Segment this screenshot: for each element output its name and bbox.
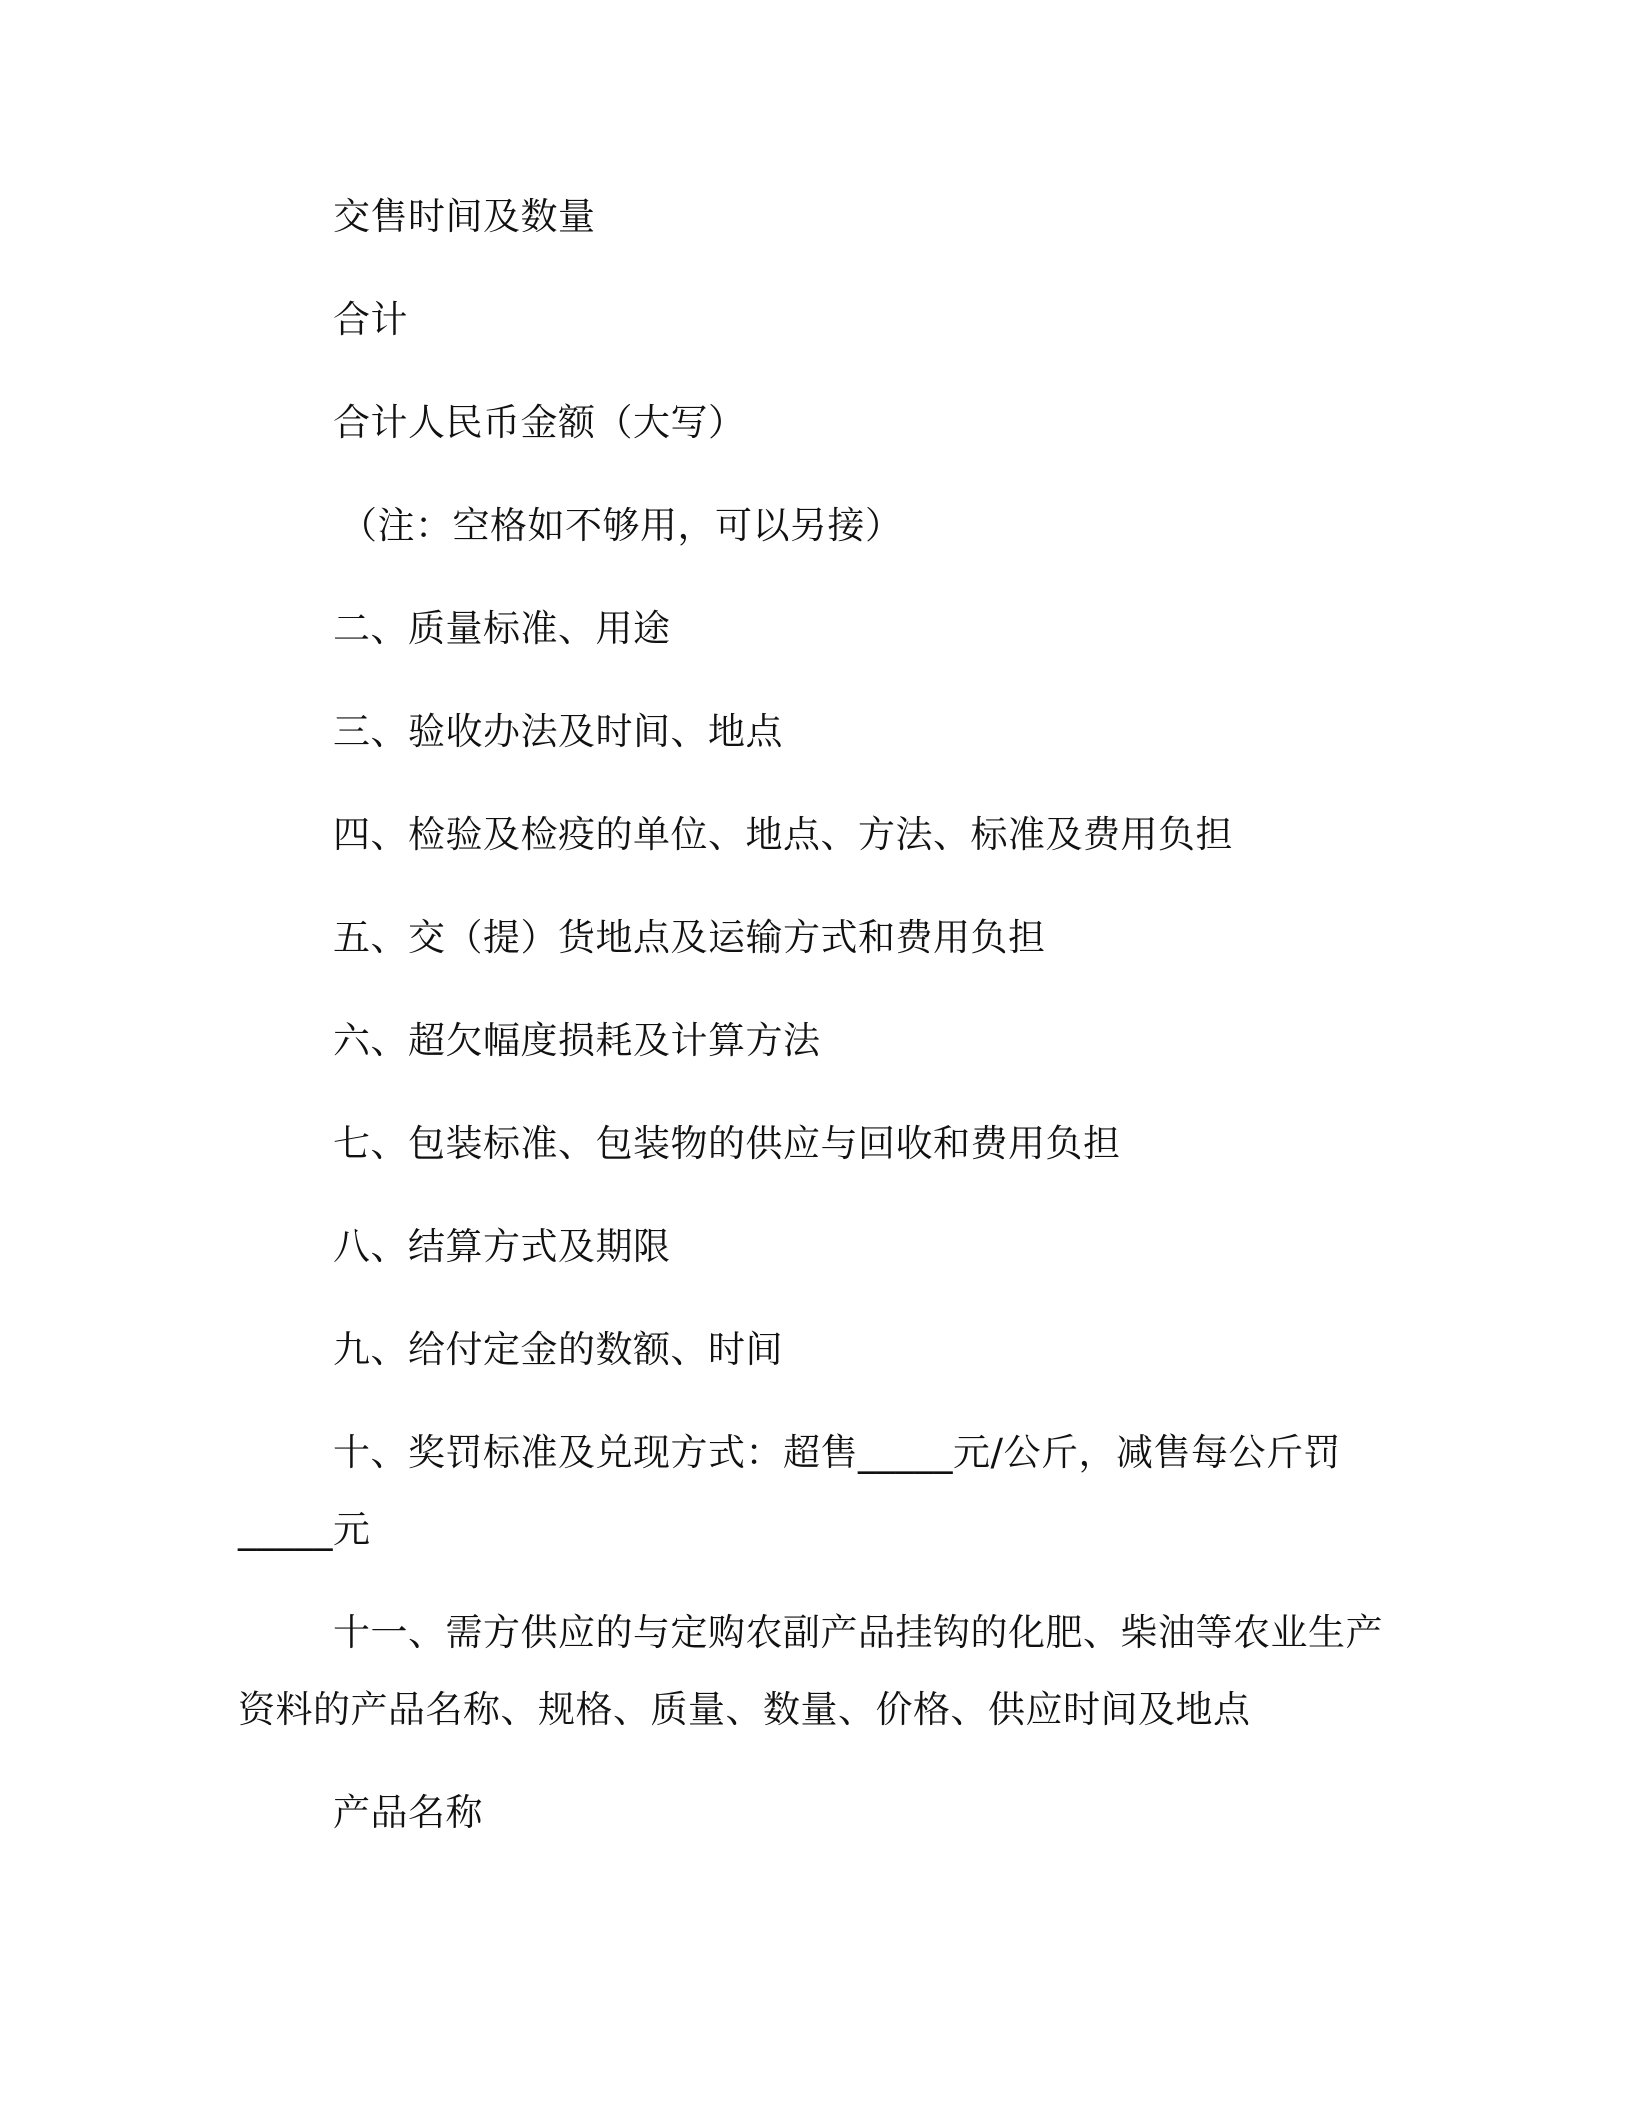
- text-line-section-3: 三、验收办法及时间、地点: [333, 710, 783, 753]
- text-line-sale-time-quantity: 交售时间及数量: [333, 195, 596, 238]
- text-line-section-7: 七、包装标准、包装物的供应与回收和费用负担: [333, 1122, 1121, 1165]
- text-line-section-10: 十、奖罚标准及兑现方式：超售_____元/公斤，减售每公斤罚: [333, 1431, 1341, 1474]
- text-line-section-6: 六、超欠幅度损耗及计算方法: [333, 1019, 821, 1062]
- text-line-section-9: 九、给付定金的数额、时间: [333, 1328, 783, 1371]
- text-line-product-name: 产品名称: [333, 1791, 483, 1834]
- text-line-section-4: 四、检验及检疫的单位、地点、方法、标准及费用负担: [333, 813, 1233, 856]
- text-line-section-11: 十一、需方供应的与定购农副产品挂钩的化肥、柴油等农业生产: [333, 1611, 1383, 1654]
- text-line-total-rmb-amount: 合计人民币金额（大写）: [333, 401, 746, 444]
- text-line-total: 合计: [333, 298, 408, 341]
- text-line-note: （注：空格如不够用，可以另接）: [340, 504, 903, 547]
- text-line-section-10-cont: _____元: [238, 1508, 371, 1551]
- text-line-section-2: 二、质量标准、用途: [333, 607, 671, 650]
- text-line-section-5: 五、交（提）货地点及运输方式和费用负担: [333, 916, 1046, 959]
- text-line-section-8: 八、结算方式及期限: [333, 1225, 671, 1268]
- text-line-section-11-cont: 资料的产品名称、规格、质量、数量、价格、供应时间及地点: [238, 1688, 1251, 1731]
